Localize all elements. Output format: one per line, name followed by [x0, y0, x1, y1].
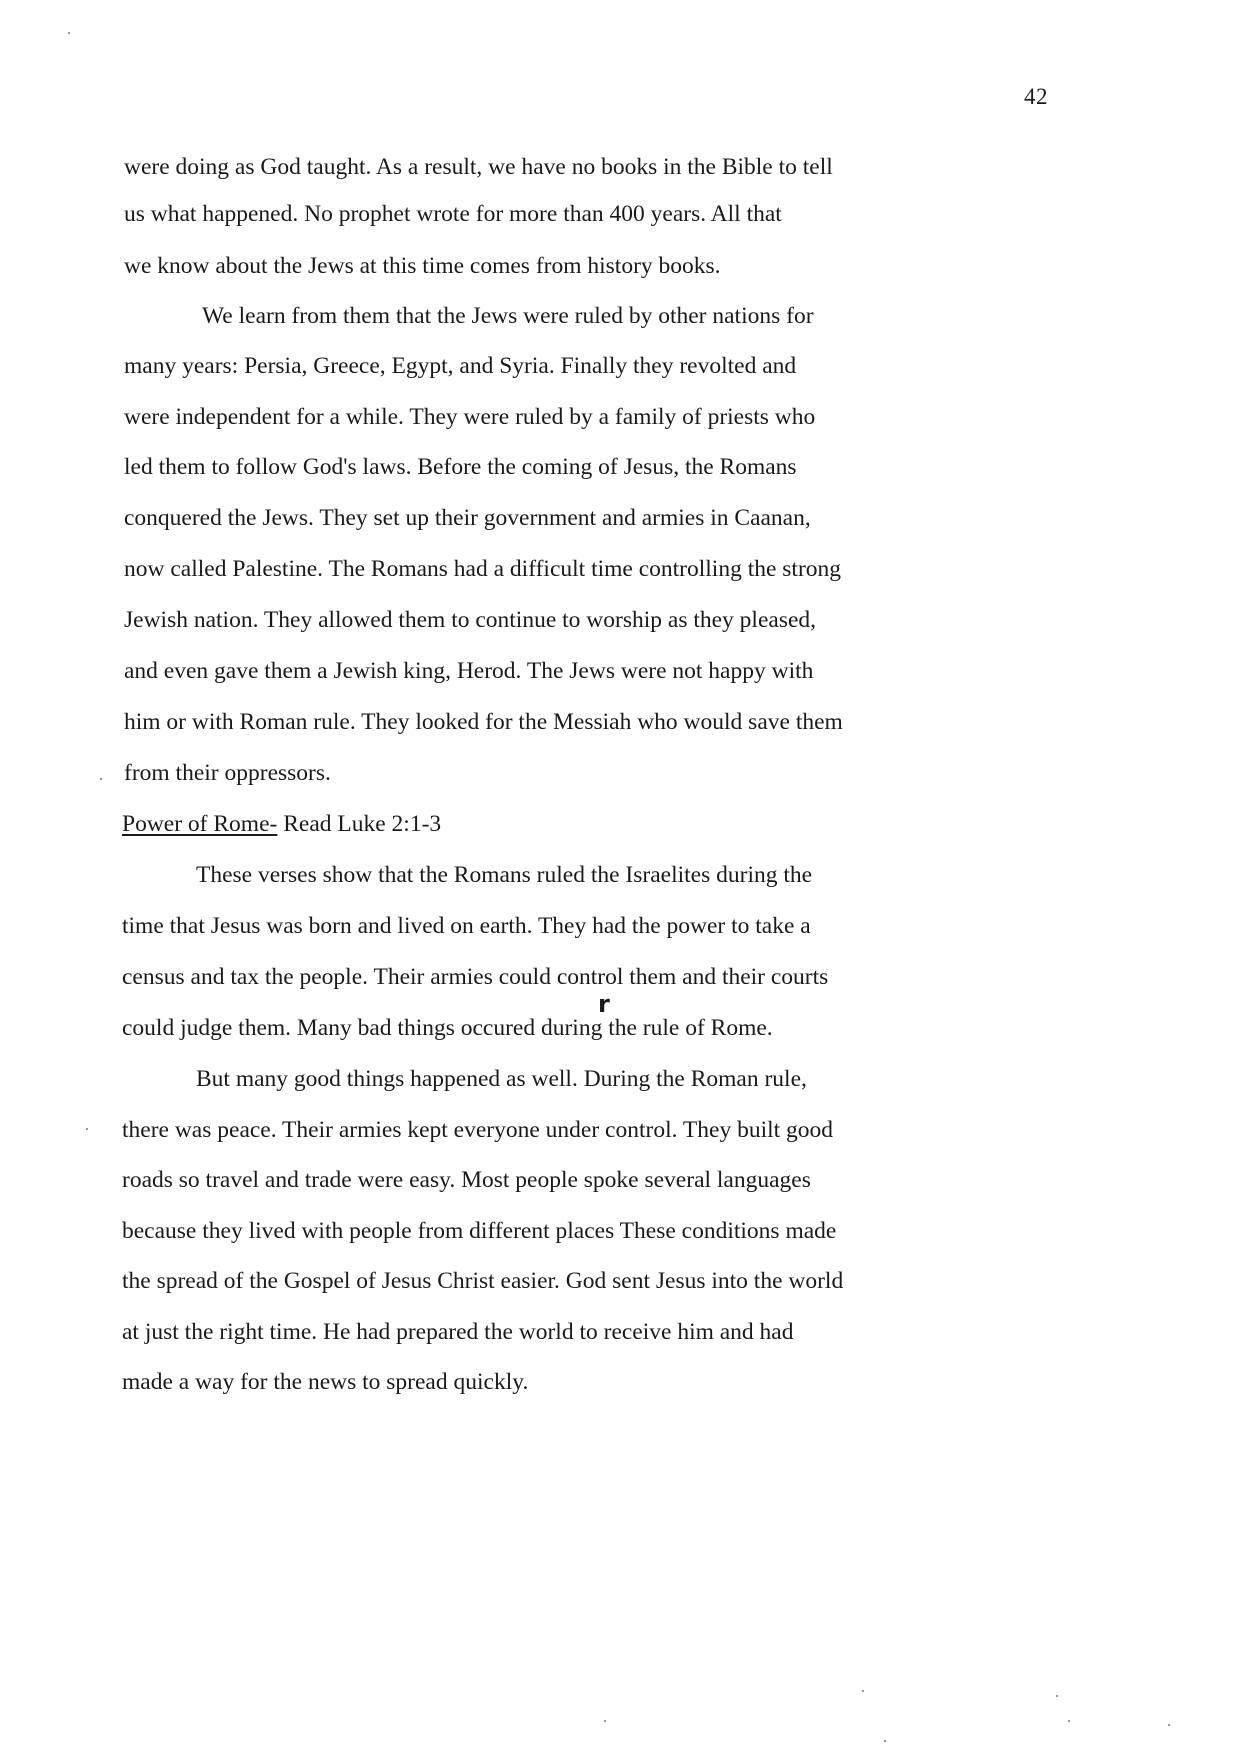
- text-line: led them to follow God's laws. Before the coming of Jesus, the Romans: [124, 454, 797, 480]
- scan-speck: [86, 1128, 88, 1130]
- text-line: roads so travel and trade were easy. Most people spoke several languages: [122, 1167, 811, 1193]
- text-line: at just the right time. He had prepared the world to receive him and had: [122, 1319, 794, 1345]
- text-line: because they lived with people from different places These conditions made: [122, 1218, 837, 1244]
- text-line: we know about the Jews at this time comes from history books.: [124, 253, 721, 279]
- scripture-reference: Read Luke 2:1-3: [277, 811, 442, 837]
- scan-speck: [1068, 1720, 1070, 1722]
- text-line: conquered the Jews. They set up their government and armies in Caanan,: [124, 505, 811, 531]
- section-heading-line: [122, 813, 441, 837]
- text-line: These verses show that the Romans ruled the Israelites during the: [196, 862, 813, 888]
- text-line: the spread of the Gospel of Jesus Christ easier. God sent Jesus into the world: [122, 1268, 844, 1294]
- page-number: 42: [1024, 84, 1048, 109]
- text-line: and even gave them a Jewish king, Herod. The Jews were not happy with: [124, 658, 814, 684]
- text-line: But many good things happened as well. During the Roman rule,: [196, 1066, 807, 1092]
- text-line: time that Jesus was born and lived on earth. They had the power to take a: [122, 913, 811, 939]
- text-line: were doing as God taught. As a result, we have no books in the Bible to tell: [124, 154, 833, 180]
- scan-speck: [604, 1720, 606, 1722]
- text-line: We learn from them that the Jews were ruled by other nations for: [202, 303, 814, 329]
- scan-speck: [884, 1740, 886, 1742]
- text-line: now called Palestine. The Romans had a difficult time controlling the strong: [124, 556, 842, 582]
- text-line: could judge them. Many bad things occured during the rule of Rome.: [122, 1015, 773, 1041]
- handwritten-correction: r: [598, 990, 610, 1018]
- scan-speck: [1056, 1695, 1058, 1697]
- text-line: were independent for a while. They were ruled by a family of priests who: [124, 404, 816, 430]
- scan-speck: [862, 1690, 864, 1692]
- text-line: Jewish nation. They allowed them to continue to worship as they pleased,: [124, 607, 817, 633]
- scan-speck: [100, 778, 102, 780]
- section-heading: Power of Rome-: [122, 811, 278, 837]
- scan-speck: [1168, 1724, 1170, 1726]
- text-line: census and tax the people. Their armies could control them and their courts: [122, 964, 829, 990]
- scan-speck: [68, 32, 70, 34]
- text-line: there was peace. Their armies kept everyone under control. They built good: [122, 1117, 834, 1143]
- text-line: him or with Roman rule. They looked for the Messiah who would save them: [124, 709, 843, 735]
- text-line: many years: Persia, Greece, Egypt, and Syria. Finally they revolted and: [124, 353, 797, 379]
- text-line: us what happened. No prophet wrote for more than 400 years. All that: [124, 201, 782, 227]
- text-line: from their oppressors.: [124, 760, 331, 786]
- text-line: made a way for the news to spread quickly.: [122, 1369, 529, 1395]
